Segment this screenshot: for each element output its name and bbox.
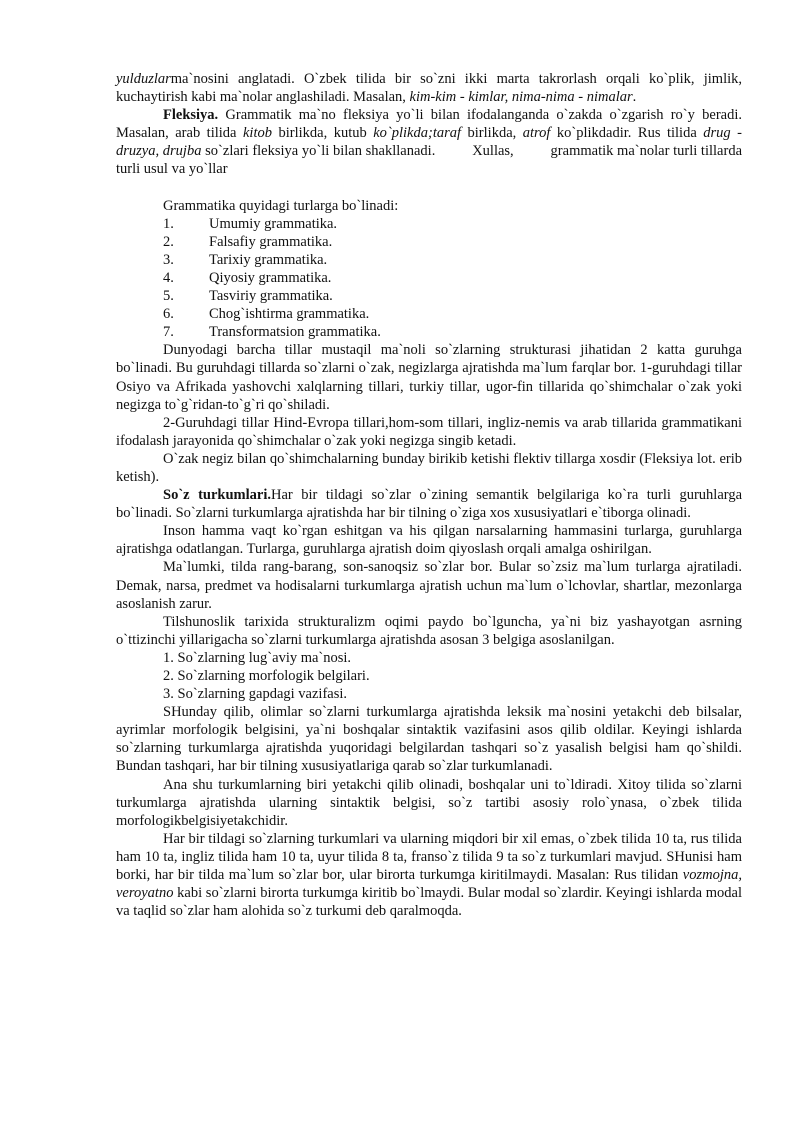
heading-word-classes: So`z turkumlari. bbox=[163, 487, 272, 504]
paragraph-classification: Inson hamma vaqt ko`rgan eshitgan va his qilgan narsalarning hammasini turlarga, guruhlarga ajratishga odatlangan. Turlarga, guruhlarga ajratish doim qiyoslash orqali amalga oshirilgan. bbox=[116, 523, 742, 558]
list-item: 4. Qiyosiy grammatika. bbox=[163, 269, 332, 286]
italic-example: vozmojna, veroyatno bbox=[116, 867, 742, 902]
paragraph-fleksiya: Fleksiya. Grammatik ma`no fleksiya yo`li bilan ifodalanganda o`zakda o`zgarish ro`y beradi. Masalan, arab tilida kitob birlikda, kutub ko`plikda;taraf birlikda, atrof ko`plikdadir. Rus tilida drug - druzya, drujba so`zlari fleksiya yo`li bilan shakllanadi. Xullas, grammatik ma`nolar turli tillarda turli usul va yo`llar bbox=[116, 107, 746, 178]
list-item: 5. Tasviriy grammatika. bbox=[163, 288, 333, 305]
criteria-list bbox=[116, 649, 742, 703]
list-item: 1. Umumiy grammatika. bbox=[163, 215, 338, 232]
list-item: 7. Transformatsion grammatika. bbox=[163, 324, 381, 341]
list-item: 3. Tarixiy grammatika. bbox=[163, 251, 328, 268]
list-item: 6. Chog`ishtirma grammatika. bbox=[163, 306, 370, 323]
list-item: 2. So`zlarning morfologik belgilari. bbox=[163, 668, 370, 684]
grammar-types-intro: Grammatika quyidagi turlarga bo`linadi: bbox=[163, 197, 399, 214]
paragraph-flektiv: O`zak negiz bilan qo`shimchalarning bunday birikib ketishi flektiv tillarga xosdir (Fleksiya lot. erib ketish). bbox=[116, 450, 742, 485]
paragraph-reduplication: yulduzlarma`nosini anglatadi. O`zbek tilida bir so`zni ikki marta takrorlash orqali ko`plik, jimlik, kuchaytirish kabi ma`nolar anglashiladi. Masalan, kim-kim - kimlar, nima-nima - nimalar. bbox=[116, 71, 742, 106]
heading-fleksiya: Fleksiya. bbox=[163, 107, 219, 124]
list-item: 2. Falsafiy grammatika. bbox=[163, 233, 333, 250]
paragraph-two-groups: Dunyodagi barcha tillar mustaqil ma`noli so`zlarning strukturasi jihatidan 2 katta guruhga bo`linadi. Bu guruhdagi tillarda so`zlarni o`zak, negizlarga ajratishda ma`lum farqlar bor. 1-guruhdagi tillar Osiyo va Afrikada yashovchi xalqlarning tillari, turkiy tillar, ugor-fin tillarida qo`shimchalar o`zak yoki negizga to`g`ridan-to`g`ri qo`shiladi. bbox=[116, 342, 742, 413]
blank-line bbox=[116, 179, 742, 197]
paragraph-second-group: 2-Guruhdagi tillar Hind-Evropa tillari,hom-som tillari, ingliz-nemis va arab tillarida grammatikani ifodalash jarayonida qo`shimchalar o`zak yoki negizga singib ketadi. bbox=[116, 414, 742, 449]
paragraph-criteria-need: Ma`lumki, tilda rang-barang, son-sanoqsiz so`zlar bor. Bular so`zsiz ma`lum turlarga ajratiladi. Demak, narsa, predmet va hodisalarni turkumlarga ajratish uchun ma`lum o`lchovlar, shartlar, mezonlarga asoslanish zarur. bbox=[116, 559, 742, 612]
italic-term: yulduzlar bbox=[116, 71, 171, 87]
grammar-types-list bbox=[116, 215, 742, 342]
list-item: 3. So`zlarning gapdagi vazifasi. bbox=[163, 686, 348, 703]
paragraph-leading-class: Ana shu turkumlarning biri yetakchi qilib olinadi, boshqalar uni to`ldiradi. Xitoy tilida so`zlarni turkumlarga ajratishda ularning sintaktik belgisi, so`z tartibi asosiy rolo`ynasa, o`zbek tilida morfologikbelgisiyetakchidir. bbox=[116, 776, 742, 829]
paragraph-scholars: SHunday qilib, olimlar so`zlarni turkumlarga ajratishda leksik ma`nosini yetakchi deb bilsalar, ayrimlar morfologik belgisini, ya`ni boshqalar sintaktik vazifasini asos qilib oldilar. Keyingi ishlarda so`zlarning turkumlarga ajratishda yuqoridagi belgilardan tashqari so`z yasalish belgisi ham qo`shildi. Bundan tashqari, har bir tilning xususiyatlariga qarab so`zlar turkumlanadi. bbox=[116, 704, 742, 775]
paragraph-counts: Har bir tildagi so`zlarning turkumlari va ularning miqdori bir xil emas, o`zbek tilida 10 ta, rus tilida ham 10 ta, ingliz tilida ham 10 ta, uyur tilida 8 ta, franso`z tilida 9 ta so`z turkumlari mavjud. SHunisi ham borki, har bir tilda ma`lum so`zlar bor, ular birorta turkumga kiritilmaydi. Masalan: Rus tilidan vozmojna, veroyatno kabi so`zlarni birorta turkumga kiritib bo`lmaydi. Bular modal so`zlardir. Keyingi ishlarda modal va taqlid so`zlar ham alohida so`z turkumi deb qaralmoqda. bbox=[116, 830, 742, 920]
document-page bbox=[116, 70, 746, 920]
paragraph-history: Tilshunoslik tarixida strukturalizm oqimi paydo bo`lguncha, ya`ni biz yashayotgan asrning o`ttizinchi yillarigacha so`zlarni turkumlarga ajratishda asosan 3 belgiga asoslanilgan. bbox=[116, 613, 742, 648]
paragraph-word-classes: So`z turkumlari.Har bir tildagi so`zlar o`zining semantik belgilariga ko`ra turli guruhlarga bo`linadi. So`zlarni turkumlarga ajratishda har bir tilning o`ziga xos xususiyatlari e`tiborga olinadi. bbox=[116, 487, 743, 522]
list-item: 1. So`zlarning lug`aviy ma`nosi. bbox=[163, 649, 352, 666]
italic-example: kim-kim - kimlar, nima-nima - nimalar bbox=[409, 89, 633, 106]
